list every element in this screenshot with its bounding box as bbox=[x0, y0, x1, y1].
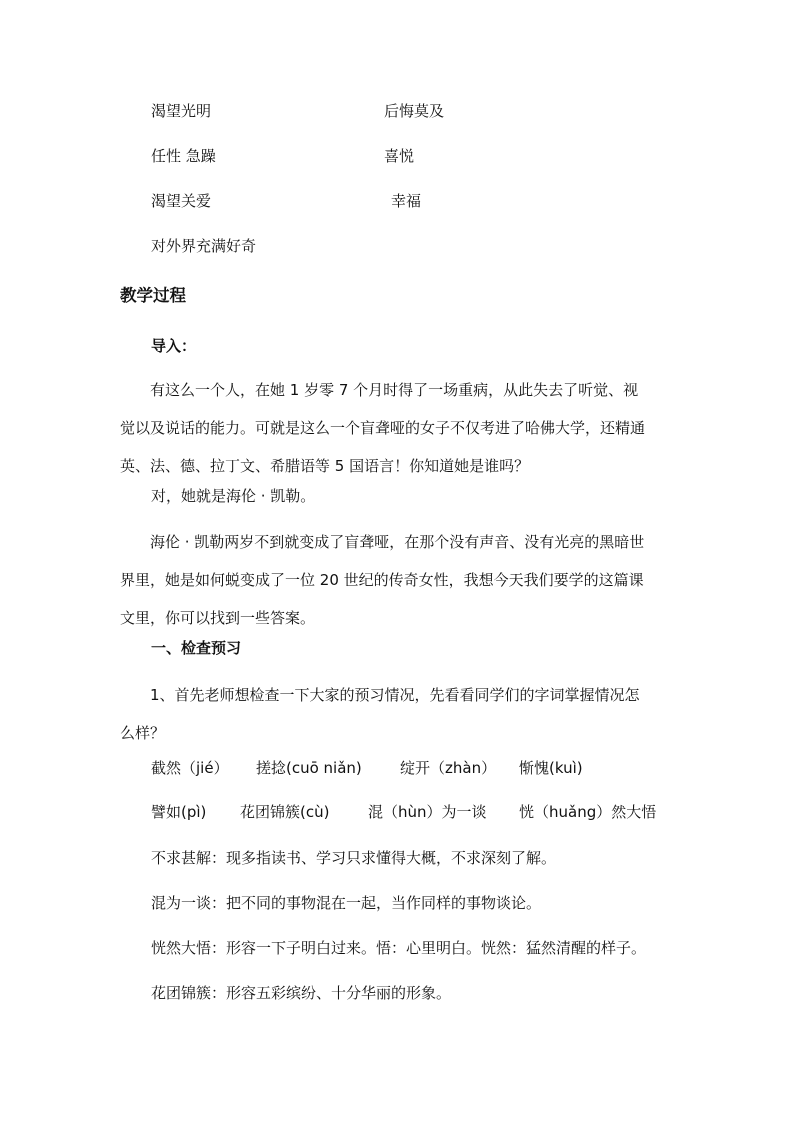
emotion-right-text: 幸福 bbox=[391, 192, 422, 210]
definition-line: 混为一谈：把不同的事物混在一起，当作同样的事物谈论。 bbox=[151, 894, 542, 912]
intro-paragraph-1 bbox=[120, 371, 650, 485]
emotion-right-text: 后悔莫及 bbox=[384, 102, 445, 120]
emotion-left: 任性 急躁 bbox=[151, 147, 216, 165]
intro-paragraph-1-text: 有这么一个人，在她 1 岁零 7 个月时得了一场重病，从此失去了听觉、视觉以及说话的能力。可就是这么一个盲聋哑的女子不仅考进了哈佛大学，还精通英、法、德、拉丁文、希腊语等 5 国语言！你知道她是谁吗？ bbox=[120, 381, 646, 475]
emotion-left: 渴望关爱 bbox=[151, 192, 212, 210]
emotion-left: 对外界充满好奇 bbox=[151, 237, 257, 255]
emotion-right bbox=[384, 146, 414, 166]
emotion-row bbox=[151, 236, 256, 256]
intro-label: 导入： bbox=[151, 337, 197, 355]
question-1-text: 1、首先老师想检查一下大家的预习情况，先看看同学们的字词掌握情况怎么样？ bbox=[120, 686, 640, 742]
emotion-row bbox=[151, 191, 211, 211]
section-one-heading: 一、检查预习 bbox=[151, 639, 242, 657]
intro-paragraph-2: 对，她就是海伦 · 凯勒。 bbox=[151, 487, 316, 505]
vocab-item: 绽开（zhàn） bbox=[400, 759, 497, 777]
question-1 bbox=[120, 676, 650, 752]
definition-line: 恍然大悟：形容一下子明白过来。悟：心里明白。恍然：猛然清醒的样子。 bbox=[151, 939, 647, 957]
emotion-left: 渴望光明 bbox=[151, 102, 212, 120]
emotion-right bbox=[384, 101, 444, 121]
intro-paragraph-3-text: 海伦 · 凯勒两岁不到就变成了盲聋哑，在那个没有声音、没有光亮的黑暗世界里，她是如何蜕变成了一位 20 世纪的传奇女性，我想今天我们要学的这篇课文里，你可以找到一些答案。 bbox=[120, 533, 645, 627]
definition-line: 花团锦簇：形容五彩缤纷、十分华丽的形象。 bbox=[151, 984, 452, 1002]
emotion-row bbox=[151, 101, 211, 121]
definition-line: 不求甚解：现多指读书、学习只求懂得大概，不求深刻了解。 bbox=[151, 849, 557, 867]
vocab-item: 譬如(pì) bbox=[151, 803, 207, 821]
vocab-item: 恍（huǎng）然大悟 bbox=[519, 803, 657, 821]
emotion-right-text: 喜悦 bbox=[384, 147, 415, 165]
intro-paragraph-3 bbox=[120, 523, 650, 637]
vocab-item: 搓捻(cuō niǎn) bbox=[256, 759, 362, 777]
vocab-item: 截然（jié） bbox=[151, 759, 229, 777]
vocab-item: 混（hùn）为一谈 bbox=[368, 803, 487, 821]
section-title: 教学过程 bbox=[120, 286, 186, 305]
emotion-row bbox=[151, 146, 216, 166]
vocab-item: 惭愧(kuì) bbox=[519, 759, 583, 777]
vocab-item: 花团锦簇(cù) bbox=[240, 803, 330, 821]
emotion-right bbox=[391, 191, 421, 211]
